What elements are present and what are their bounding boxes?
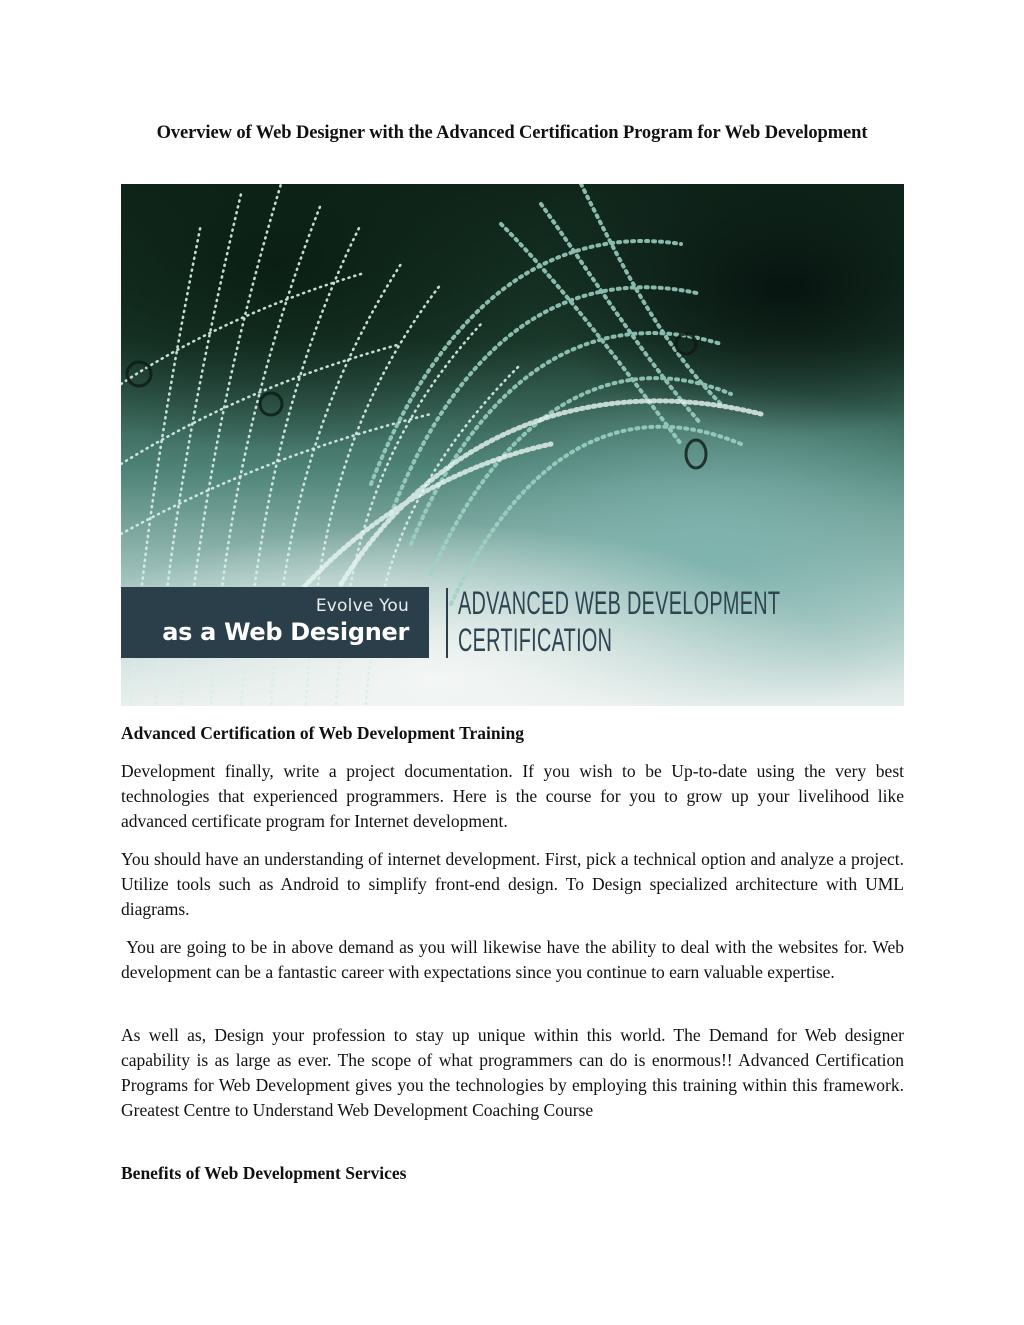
section-heading-benefits: Benefits of Web Development Services	[121, 1163, 407, 1183]
hero-image	[121, 184, 904, 706]
document-title: Overview of Web Designer with the Advanced Certification Program for Web Development	[156, 123, 868, 143]
banner-evolve-line2: as a Web Designer	[162, 618, 409, 646]
banner-certification-line1: ADVANCED WEB DEVELOPMENT	[458, 585, 781, 621]
paragraph-2: You should have an understanding of internet development. First, pick a technical option and analyze a project. Utilize tools such as Android to simplify front-end design. To Design specialized architecture with UML diagrams.	[121, 849, 904, 919]
paragraph-1: Development finally, write a project documentation. If you wish to be Up-to-date using the very best technologies that experienced programmers. Here is the course for you to grow up your livelihood like advanced certificate program for Internet development.	[121, 761, 904, 831]
banner-certification-line2: CERTIFICATION	[458, 622, 613, 658]
section-heading-training: Advanced Certification of Web Development Training	[121, 723, 524, 743]
banner-divider	[446, 588, 448, 658]
banner-evolve-box	[121, 587, 429, 658]
paragraph-4: As well as, Design your profession to stay up unique within this world. The Demand for Web designer capability is as large as ever. The scope of what programmers can do is enormous!! Advanced Certification Programs for Web Development gives you the technologies by employing this training within this framework. Greatest Centre to Understand Web Development Coaching Course	[121, 1025, 904, 1120]
paragraph-3: You are going to be in above demand as you will likewise have the ability to deal with the websites for. Web development can be a fantastic career with expectations since you continue to earn valuable expertise.	[121, 937, 909, 982]
banner-evolve-line1: Evolve You	[315, 596, 409, 616]
banner-certification-text	[458, 585, 780, 659]
